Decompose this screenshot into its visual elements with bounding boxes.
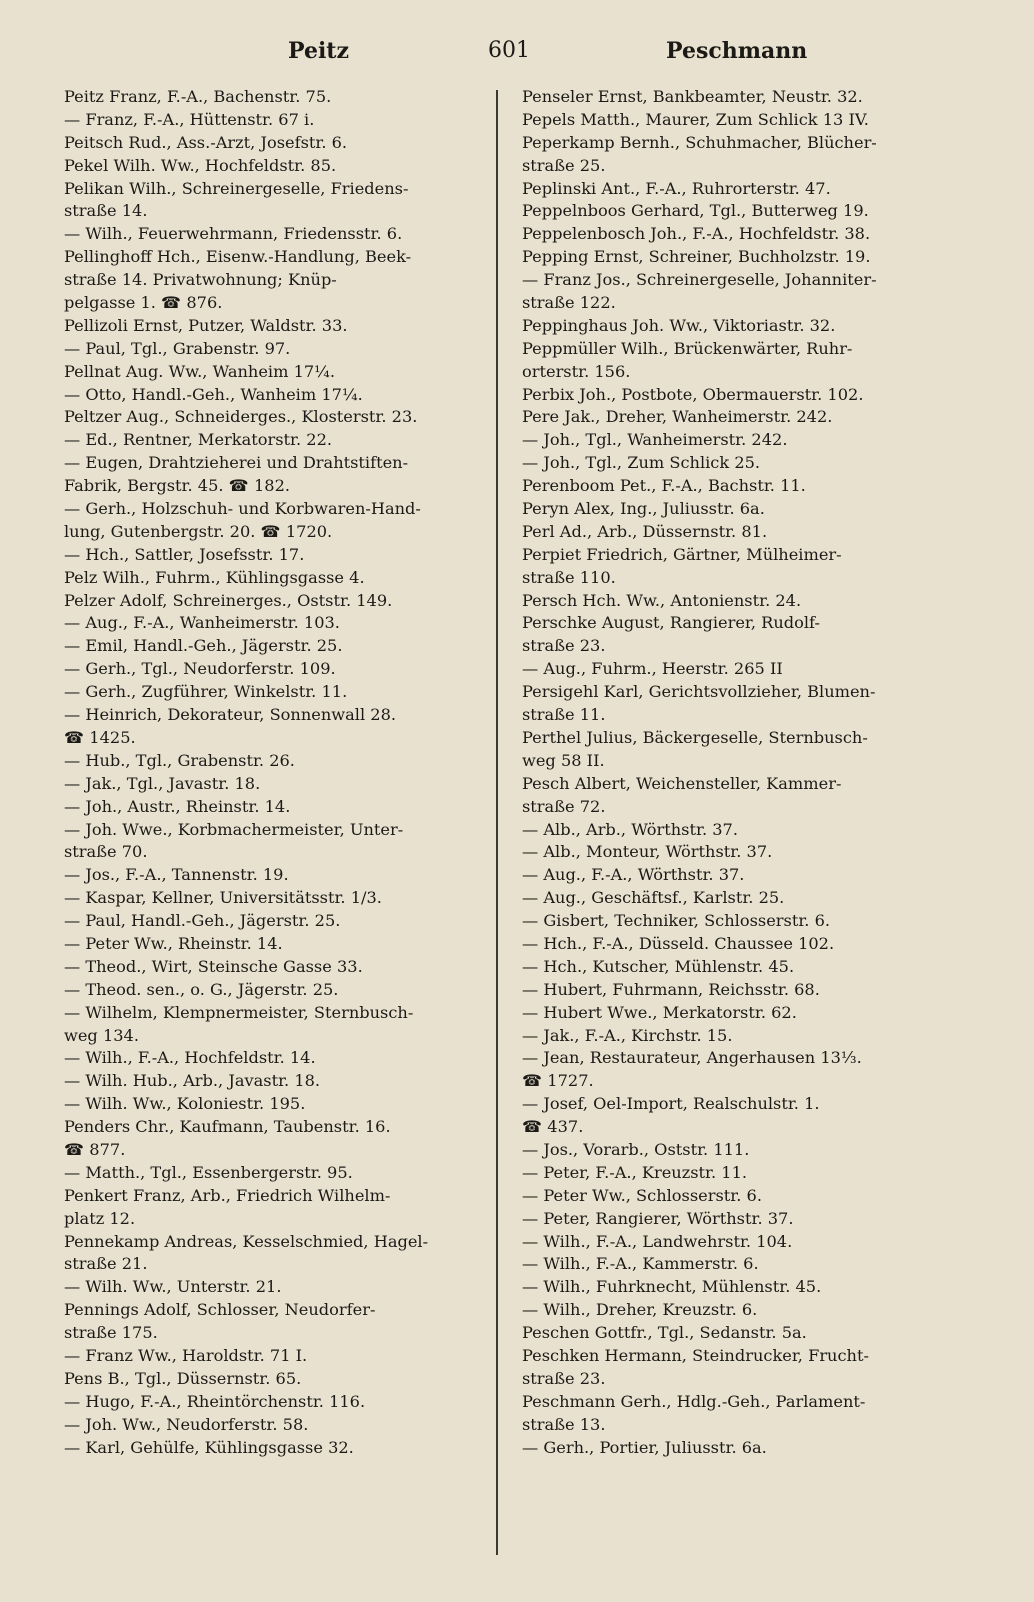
directory-entry-line: Peppelenbosch Joh., F.-A., Hochfeldstr. 38. bbox=[522, 224, 871, 244]
directory-entry-line: — Joh., Tgl., Zum Schlick 25. bbox=[522, 453, 761, 473]
directory-entry-line: — Matth., Tgl., Essenbergerstr. 95. bbox=[64, 1162, 353, 1182]
directory-entry-line: — Paul, Tgl., Grabenstr. 97. bbox=[64, 338, 291, 358]
directory-entry-line: — Jak., F.-A., Kirchstr. 15. bbox=[522, 1025, 733, 1045]
directory-entry-line: — Hch., Sattler, Josefsstr. 17. bbox=[64, 544, 305, 564]
directory-entry-line: straße 72. bbox=[522, 796, 606, 816]
directory-entry-line: — Franz Ww., Haroldstr. 71 I. bbox=[64, 1345, 308, 1365]
directory-entry-line: — Ed., Rentner, Merkatorstr. 22. bbox=[64, 430, 333, 450]
directory-entry-line: Perenboom Pet., F.-A., Bachstr. 11. bbox=[522, 476, 806, 496]
column-divider bbox=[496, 90, 498, 1555]
directory-entry-line: — Wilh., Dreher, Kreuzstr. 6. bbox=[522, 1300, 758, 1320]
directory-entry-line: Peppinghaus Joh. Ww., Viktoriastr. 32. bbox=[522, 315, 836, 335]
directory-entry-line: Peschmann Gerh., Hdlg.-Geh., Parlament- bbox=[522, 1391, 866, 1411]
directory-entry-line: straße 122. bbox=[522, 293, 616, 313]
directory-entry-line: pelgasse 1. ☎ 876. bbox=[64, 293, 223, 313]
directory-entry-line: — Kaspar, Kellner, Universitätsstr. 1/3. bbox=[64, 888, 382, 908]
directory-entry-line: — Emil, Handl.-Geh., Jägerstr. 25. bbox=[64, 636, 343, 656]
directory-entry-line: — Joh. Wwe., Korbmachermeister, Unter- bbox=[64, 819, 404, 839]
directory-entry-line: — Joh., Tgl., Wanheimerstr. 242. bbox=[522, 430, 788, 450]
directory-entry-line: Penseler Ernst, Bankbeamter, Neustr. 32. bbox=[522, 87, 863, 106]
directory-entry-line: — Hch., Kutscher, Mühlenstr. 45. bbox=[522, 956, 795, 976]
directory-entry-line: — Franz Jos., Schreinergeselle, Johanniter- bbox=[522, 270, 877, 290]
directory-entry-line: Peppelnboos Gerhard, Tgl., Butterweg 19. bbox=[522, 201, 869, 221]
directory-entry-line: Pens B., Tgl., Düssernstr. 65. bbox=[64, 1368, 302, 1388]
directory-entry-line: Pelikan Wilh., Schreinergeselle, Friedens- bbox=[64, 178, 409, 198]
directory-entry-line: Persigehl Karl, Gerichtsvollzieher, Blumen- bbox=[522, 682, 876, 702]
directory-entry-line: Perthel Julius, Bäckergeselle, Sternbusch- bbox=[522, 727, 868, 747]
directory-entry-line: Perl Ad., Arb., Düssernstr. 81. bbox=[522, 521, 768, 541]
directory-entry-line: straße 14. Privatwohnung; Knüp- bbox=[64, 270, 337, 290]
left-column bbox=[64, 86, 476, 1459]
directory-entry-line: — Jean, Restaurateur, Angerhausen 13⅓. bbox=[522, 1048, 862, 1068]
directory-entry-line: Peitsch Rud., Ass.-Arzt, Josefstr. 6. bbox=[64, 132, 348, 152]
directory-entry-line: — Hugo, F.-A., Rheintörchenstr. 116. bbox=[64, 1391, 366, 1411]
directory-entry-line: Perbix Joh., Postbote, Obermauerstr. 102. bbox=[522, 384, 864, 404]
directory-entry-line: straße 25. bbox=[522, 155, 606, 175]
directory-entry-line: Peitz Franz, F.-A., Bachenstr. 75. bbox=[64, 87, 332, 106]
directory-entry-line: Peschen Gottfr., Tgl., Sedanstr. 5a. bbox=[522, 1323, 807, 1343]
directory-entry-line: — Wilhelm, Klempnermeister, Sternbusch- bbox=[64, 1002, 414, 1022]
directory-entry-line: ☎ 437. bbox=[522, 1117, 584, 1137]
directory-entry-line: — Peter, F.-A., Kreuzstr. 11. bbox=[522, 1162, 748, 1182]
directory-entry-line: — Karl, Gehülfe, Kühlingsgasse 32. bbox=[64, 1437, 354, 1457]
directory-entry-line: — Gerh., Portier, Juliusstr. 6a. bbox=[522, 1437, 767, 1457]
directory-entry-line: platz 12. bbox=[64, 1208, 136, 1228]
directory-entry-line: — Aug., Fuhrm., Heerstr. 265 II bbox=[522, 659, 783, 679]
directory-entry-line: straße 110. bbox=[522, 567, 616, 587]
directory-entry-line: orterstr. 156. bbox=[522, 361, 631, 381]
directory-entry-line: — Heinrich, Dekorateur, Sonnenwall 28. bbox=[64, 705, 397, 725]
directory-entry-line: — Gisbert, Techniker, Schlosserstr. 6. bbox=[522, 911, 831, 931]
directory-entry-line: Fabrik, Bergstr. 45. ☎ 182. bbox=[64, 476, 291, 496]
directory-entry-line: Penders Chr., Kaufmann, Taubenstr. 16. bbox=[64, 1117, 391, 1137]
directory-entry-line: Persch Hch. Ww., Antonienstr. 24. bbox=[522, 590, 802, 610]
directory-entry-line: straße 70. bbox=[64, 842, 148, 862]
directory-entry-line: Pellinghoff Hch., Eisenw.-Handlung, Beek- bbox=[64, 247, 412, 267]
directory-entry-line: — Wilh. Ww., Koloniestr. 195. bbox=[64, 1094, 306, 1114]
directory-entry-line: — Alb., Arb., Wörthstr. 37. bbox=[522, 819, 738, 839]
directory-entry-line: — Wilh., Fuhrknecht, Mühlenstr. 45. bbox=[522, 1277, 822, 1297]
directory-entry-line: — Otto, Handl.-Geh., Wanheim 17¼. bbox=[64, 384, 363, 404]
directory-entry-line: Pesch Albert, Weichensteller, Kammer- bbox=[522, 773, 842, 793]
directory-entry-line: Pere Jak., Dreher, Wanheimerstr. 242. bbox=[522, 407, 833, 427]
directory-entry-line: — Peter, Rangierer, Wörthstr. 37. bbox=[522, 1208, 794, 1228]
directory-entry-line: Perschke August, Rangierer, Rudolf- bbox=[522, 613, 820, 633]
directory-entry-line: — Joh., Austr., Rheinstr. 14. bbox=[64, 796, 291, 816]
directory-entry-line: — Josef, Oel-Import, Realschulstr. 1. bbox=[522, 1094, 820, 1114]
directory-entry-line: lung, Gutenbergstr. 20. ☎ 1720. bbox=[64, 521, 333, 541]
directory-entry-line: — Paul, Handl.-Geh., Jägerstr. 25. bbox=[64, 911, 341, 931]
directory-entry-line: Perpiet Friedrich, Gärtner, Mülheimer- bbox=[522, 544, 842, 564]
directory-entry-line: — Wilh., F.-A., Kammerstr. 6. bbox=[522, 1254, 759, 1274]
directory-entry-line: — Theod. sen., o. G., Jägerstr. 25. bbox=[64, 979, 339, 999]
page-number: 601 bbox=[488, 38, 530, 63]
right-column bbox=[522, 86, 934, 1459]
directory-entry-line: — Theod., Wirt, Steinsche Gasse 33. bbox=[64, 956, 363, 976]
directory-entry-line: weg 134. bbox=[64, 1025, 139, 1045]
directory-entry-line: — Aug., Geschäftsf., Karlstr. 25. bbox=[522, 888, 785, 908]
directory-entry-line: — Wilh. Ww., Unterstr. 21. bbox=[64, 1277, 282, 1297]
directory-entry-line: Peppmüller Wilh., Brückenwärter, Ruhr- bbox=[522, 338, 853, 358]
directory-entry-line: straße 13. bbox=[522, 1414, 606, 1434]
directory-entry-line: — Peter Ww., Schlosserstr. 6. bbox=[522, 1185, 762, 1205]
directory-entry-line: — Joh. Ww., Neudorferstr. 58. bbox=[64, 1414, 309, 1434]
directory-entry-line: straße 23. bbox=[522, 1368, 606, 1388]
directory-entry-line: Pepels Matth., Maurer, Zum Schlick 13 IV. bbox=[522, 109, 869, 129]
directory-entry-line: Pennings Adolf, Schlosser, Neudorfer- bbox=[64, 1300, 376, 1320]
directory-entry-line: Penkert Franz, Arb., Friedrich Wilhelm- bbox=[64, 1185, 391, 1205]
directory-entry-line: ☎ 1425. bbox=[64, 727, 136, 747]
directory-entry-line: Pelzer Adolf, Schreinerges., Oststr. 149. bbox=[64, 590, 393, 610]
directory-entry-line: Pellnat Aug. Ww., Wanheim 17¼. bbox=[64, 361, 336, 381]
directory-entry-line: — Jos., F.-A., Tannenstr. 19. bbox=[64, 865, 289, 885]
directory-entry-line: straße 21. bbox=[64, 1254, 148, 1274]
directory-entry-line: ☎ 1727. bbox=[522, 1071, 594, 1091]
directory-entry-line: — Alb., Monteur, Wörthstr. 37. bbox=[522, 842, 773, 862]
directory-entry-line: — Jos., Vorarb., Oststr. 111. bbox=[522, 1139, 750, 1159]
directory-entry-line: Peperkamp Bernh., Schuhmacher, Blücher- bbox=[522, 132, 877, 152]
directory-entry-line: Pennekamp Andreas, Kesselschmied, Hagel- bbox=[64, 1231, 429, 1251]
directory-entry-line: — Hubert, Fuhrmann, Reichsstr. 68. bbox=[522, 979, 820, 999]
directory-entry-line: — Wilh., F.-A., Landwehrstr. 104. bbox=[522, 1231, 793, 1251]
directory-entry-line: Pekel Wilh. Ww., Hochfeldstr. 85. bbox=[64, 155, 337, 175]
directory-entry-line: — Hch., F.-A., Düsseld. Chaussee 102. bbox=[522, 933, 835, 953]
directory-entry-line: — Wilh., Feuerwehrmann, Friedensstr. 6. bbox=[64, 224, 403, 244]
directory-entry-line: — Wilh. Hub., Arb., Javastr. 18. bbox=[64, 1071, 321, 1091]
directory-entry-line: straße 175. bbox=[64, 1323, 158, 1343]
directory-entry-line: — Eugen, Drahtzieherei und Drahtstiften- bbox=[64, 453, 409, 473]
directory-entry-line: — Franz, F.-A., Hüttenstr. 67 i. bbox=[64, 109, 315, 129]
directory-entry-line: Pellizoli Ernst, Putzer, Waldstr. 33. bbox=[64, 315, 348, 335]
directory-entry-line: straße 14. bbox=[64, 201, 148, 221]
directory-entry-line: — Wilh., F.-A., Hochfeldstr. 14. bbox=[64, 1048, 316, 1068]
directory-entry-line: Peplinski Ant., F.-A., Ruhrorterstr. 47. bbox=[522, 178, 831, 198]
directory-entry-line: — Gerh., Tgl., Neudorferstr. 109. bbox=[64, 659, 336, 679]
directory-entry-line: — Aug., F.-A., Wanheimerstr. 103. bbox=[64, 613, 340, 633]
directory-entry-line: — Gerh., Zugführer, Winkelstr. 11. bbox=[64, 682, 348, 702]
directory-entry-line: — Hub., Tgl., Grabenstr. 26. bbox=[64, 750, 295, 770]
directory-entry-line: Peltzer Aug., Schneiderges., Klosterstr. 23. bbox=[64, 407, 418, 427]
header-first-entry: Peitz bbox=[288, 38, 349, 64]
directory-entry-line: Pelz Wilh., Fuhrm., Kühlingsgasse 4. bbox=[64, 567, 365, 587]
directory-entry-line: straße 23. bbox=[522, 636, 606, 656]
header-last-entry: Peschmann bbox=[666, 38, 808, 64]
directory-entry-line: Peryn Alex, Ing., Juliusstr. 6a. bbox=[522, 499, 765, 519]
directory-entry-line: weg 58 II. bbox=[522, 750, 605, 770]
directory-entry-line: Peschken Hermann, Steindrucker, Frucht- bbox=[522, 1345, 869, 1365]
directory-entry-line: — Hubert Wwe., Merkatorstr. 62. bbox=[522, 1002, 797, 1022]
directory-entry-line: — Peter Ww., Rheinstr. 14. bbox=[64, 933, 283, 953]
directory-entry-line: Pepping Ernst, Schreiner, Buchholzstr. 19. bbox=[522, 247, 871, 267]
directory-entry-line: — Gerh., Holzschuh- und Korbwaren-Hand- bbox=[64, 499, 421, 519]
directory-entry-line: — Jak., Tgl., Javastr. 18. bbox=[64, 773, 261, 793]
directory-entry-line: ☎ 877. bbox=[64, 1139, 126, 1159]
directory-entry-line: straße 11. bbox=[522, 705, 606, 725]
directory-entry-line: — Aug., F.-A., Wörthstr. 37. bbox=[522, 865, 745, 885]
page-header bbox=[60, 38, 974, 72]
